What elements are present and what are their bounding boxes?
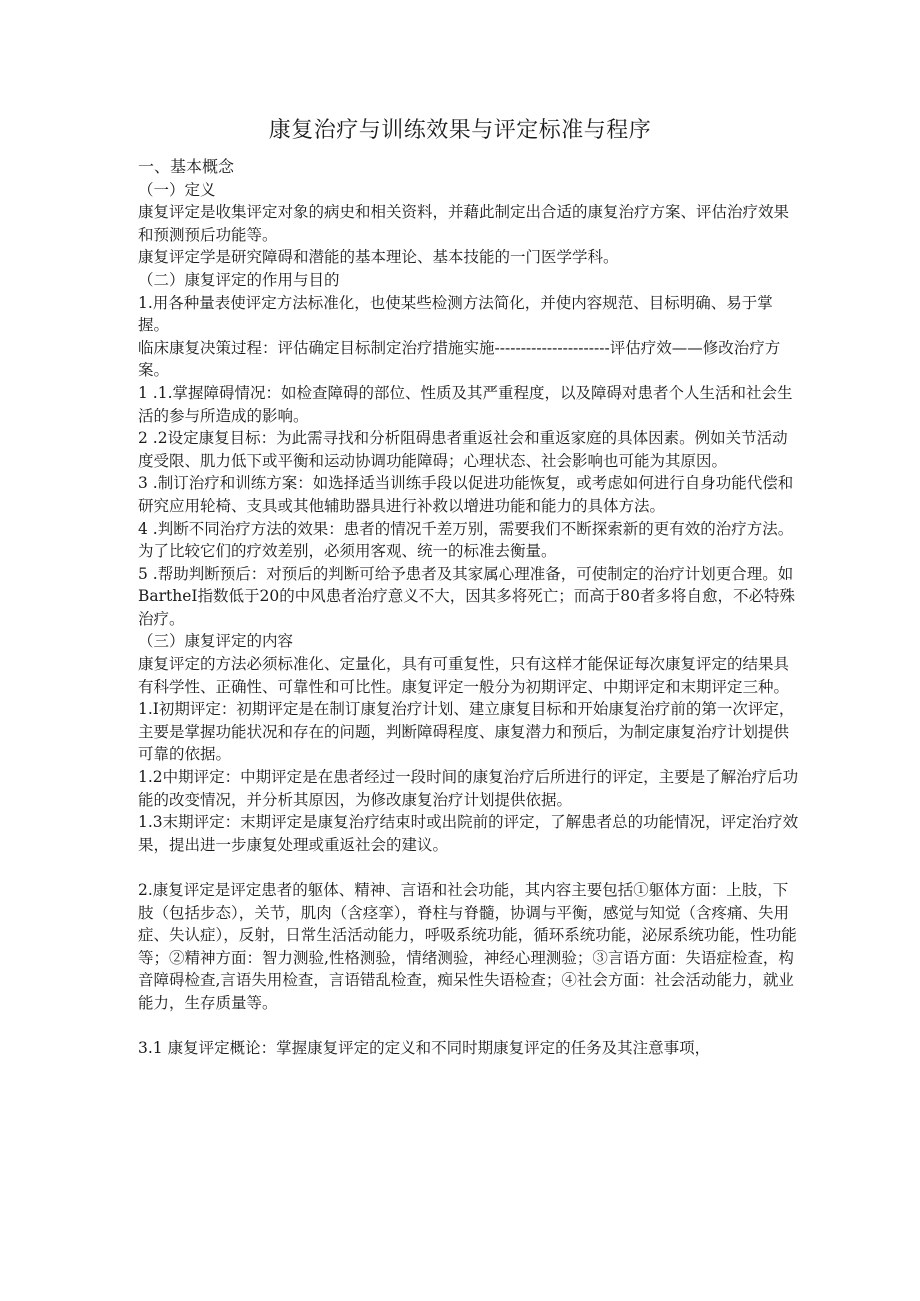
paragraph: 1.I初期评定：初期评定是在制订康复治疗计划、建立康复目标和开始康复治疗前的第一次评定，主要是掌握功能状况和存在的问题，判断障碍程度、康复潜力和预后，为制定康复治疗计划提供可靠的依据。 — [138, 700, 795, 764]
section-heading-basic-concepts: 一、基本概念 — [138, 157, 235, 176]
paragraph: 3 .制订治疗和训练方案：如选择适当训练手段以促进功能恢复，或考虑如何进行自身功能代偿和研究应用轮椅、支具或其他辅助器具进行补救以增进功能和能力的具体方法。 — [138, 474, 794, 515]
paragraph: 2 .2设定康复目标：为此需寻找和分析阻碍患者重返社会和重返家庭的具体因素。例如关节活动度受限、肌力低下或平衡和运动协调功能障碍；心理状态、社会影响也可能为其原因。 — [138, 429, 788, 470]
subsection-heading-content: （三）康复评定的内容 — [138, 632, 294, 651]
paragraph: 康复评定是收集评定对象的病史和相关资料，并藉此制定出合适的康复治疗方案、评估治疗效果和预测预后功能等。 — [138, 203, 790, 244]
paragraph: 1 .1.掌握障碍情况：如检查障碍的部位、性质及其严重程度，以及障碍对患者个人生活和社会生活的参与所造成的影响。 — [138, 383, 793, 425]
paragraph: 4 .判断不同治疗方法的效果：患者的情况千差万别，需要我们不断探索新的更有效的治疗方法。为了比较它们的疗效差别，必须用客观、统一的标准去衡量。 — [138, 519, 794, 561]
paragraph: 1.2中期评定：中期评定是在患者经过一段时间的康复治疗后所进行的评定，主要是了解治疗后功能的改变情况，并分析其原因，为修改康复治疗计划提供依据。 — [138, 768, 799, 809]
paragraph: 临床康复决策过程：评估确定目标制定治疗措施实施----------------------评估疗效——修改治疗方案。 — [138, 338, 781, 380]
document-title: 康复治疗与训练效果与评定标准与程序 — [268, 118, 652, 143]
subsection-heading-definition: （一）定义 — [138, 180, 216, 199]
blank-line — [138, 1015, 800, 1038]
paragraph: 康复评定学是研究障碍和潜能的基本理论、基本技能的一门医学学科。 — [138, 248, 619, 267]
paragraph: 5 .帮助判断预后：对预后的判断可给予患者及其家属心理准备，可使制定的治疗计划更合理。如BartheI指数低于20的中风患者治疗意义不大，因其多将死亡；而高于80者多将自愈，不必特殊治疗。 — [138, 564, 795, 628]
paragraph: 1.3末期评定：末期评定是康复治疗结束时或出院前的评定，了解患者总的功能情况，评定治疗效果，提出进一步康复处理或重返社会的建议。 — [138, 813, 799, 854]
paragraph: 1.用各种量表使评定方法标准化，也使某些检测方法简化，并使内容规范、目标明确、易于掌握。 — [138, 293, 773, 335]
subsection-heading-role-purpose: （二）康复评定的作用与目的 — [138, 270, 340, 289]
paragraph: 2.康复评定是评定患者的躯体、精神、言语和社会功能，其内容主要包括①躯体方面：上肢，下肢（包括步态），关节，肌肉（含痉挛），脊柱与脊髓，协调与平衡，感觉与知觉（含疼痛、失用症、失认症），反射，日常生活活动能力，呼吸系统功能，循环系统功能，泌尿系统功能，性功能等；②精神方面：智力测验,性格测验，情绪测验，神经心理测验；③言语方面：失语症检查，构音障碍检查,言语失用检查，言语错乱检查，痴呆性失语检查；④社会方面：社会活动能力，就业能力，生存质量等。 — [138, 881, 797, 1012]
document-body — [138, 156, 800, 1060]
paragraph: 康复评定的方法必须标准化、定量化，具有可重复性，只有这样才能保证每次康复评定的结果具有科学性、正确性、可靠性和可比性。康复评定一般分为初期评定、中期评定和末期评定三种。 — [138, 655, 790, 696]
paragraph: 3.1 康复评定概论：掌握康复评定的定义和不同时期康复评定的任务及其注意事项， — [138, 1039, 711, 1058]
blank-line — [138, 856, 800, 879]
